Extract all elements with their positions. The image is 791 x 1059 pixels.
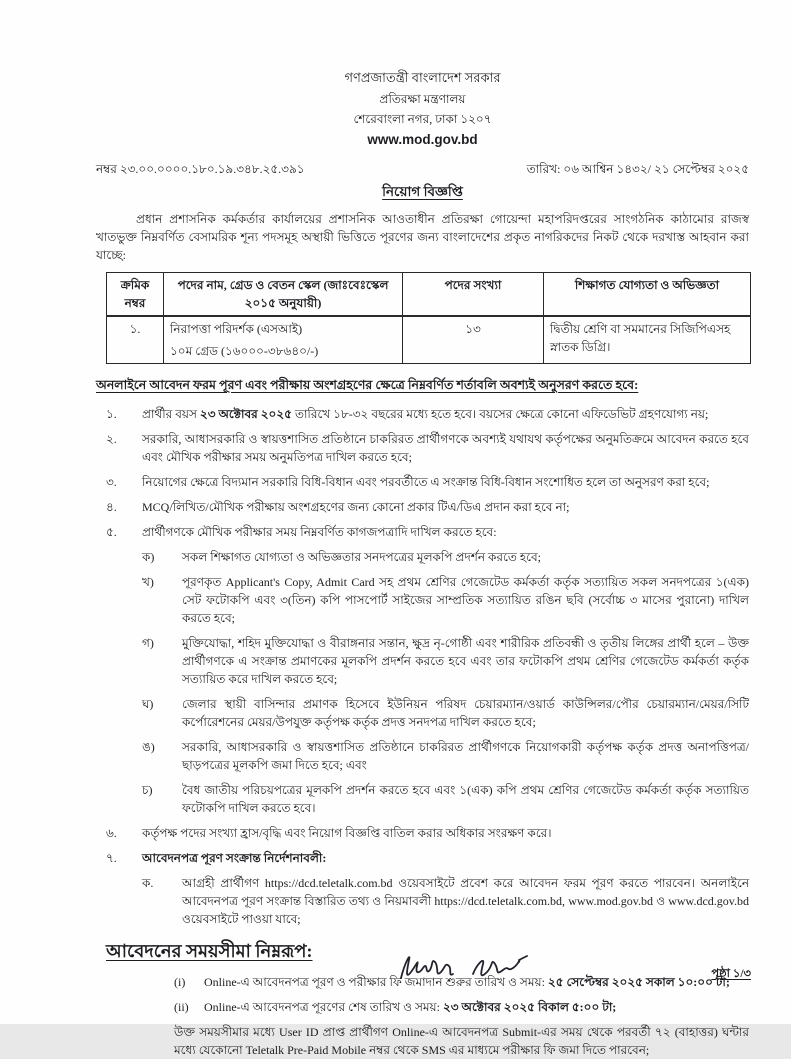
- item-text: প্রার্থীগণকে মৌখিক পরীক্ষার সময় নিম্নবর্ণিত কাগজপত্রাদি দাখিল করতে হবে:: [142, 524, 497, 539]
- item-number: ৩.: [106, 474, 117, 489]
- item-text: আবেদনপত্র পূরণ সংক্রান্ত নির্দেশনাবলী:: [142, 850, 327, 865]
- document-item-cha: [142, 781, 749, 817]
- item-letter: গ): [142, 635, 154, 650]
- item-text-pre: প্রার্থীর বয়স: [142, 406, 200, 421]
- item-number: ৬.: [106, 825, 117, 840]
- item-text: সরকারি, আধাসরকারি ও স্বায়ত্তশাসিত প্রতিষ্ঠানে চাকরিরত প্রার্থীগণকে অবশ্যই যথাযথ কর্তৃপক্ষের অনুমতিক্রমে আবেদন করতে হবে এবং মৌখিক পরীক্ষার সময় অনুমতিপত্র দাখিল করতে হবে;: [142, 431, 749, 464]
- item-text: আগ্রহী প্রার্থীগণ https://dcd.teletalk.com.bd ওয়েবসাইটে প্রবেশ করে আবেদন ফরম পূরণ করতে পারবেন। অনলাইনে আবেদনপত্র পূরণ সংক্রান্ত বিস্তারিত তথ্য ও নিয়মাবলী https://dcd.teletalk.com.bd, www.mod.gov.bd ও www.dcd.gov.bd ওয়েবসাইটে পাওয়া যাবে;: [182, 875, 749, 926]
- vacancy-table-header: [107, 273, 751, 317]
- cell-serial: ১.: [107, 316, 164, 364]
- item-number: ৫.: [106, 524, 117, 539]
- timeline-datetime: ২৩ অক্টোবর ২০২৫ বিকাল ৫:০০ টা;: [442, 999, 617, 1014]
- post-grade-scale: ১০ম গ্রেড (১৬০০০-৩৮৬৪০/-): [170, 344, 319, 358]
- table-row: [107, 316, 751, 364]
- timeline-datetime: ২৫ সেপ্টেম্বর ২০২৫ সকাল ১০:০০ টা;: [547, 974, 730, 989]
- item-text: জেলার স্থায়ী বাসিন্দার প্রমাণক হিসেবে ইউনিয়ন পরিষদ চেয়ারম্যান/ওয়ার্ড কাউন্সিলর/পৌর চেয়ারম্যান/মেয়র/সিটি কর্পোরেশনের মেয়র/উপযুক্ত কর্তৃপক্ষ কর্তৃক প্রদত্ত সনদপত্র দাখিল করতে হবে;: [182, 696, 749, 729]
- item-number: ৭.: [106, 850, 117, 865]
- intro-paragraph: প্রধান প্রশাসনিক কর্মকর্তার কার্যালয়ের প্রশাসনিক আওতাধীন প্রতিরক্ষা গোয়েন্দা মহাপরিদপ্তরের সাংগঠনিক কাঠামোর রাজস্ব খাতভুক্ত নিম্নবর্ণিত বেসামরিক শূন্য পদসমূহ অস্থায়ী ভিত্তিতে পূরণের জন্য বাংলাদেশের প্রকৃত নাগরিকদের নিকট থেকে দরখাস্ত আহবান করা যাচ্ছে:: [96, 212, 749, 262]
- item-text-bold-date: ২৩ অক্টোবর ২০২৫: [199, 406, 292, 421]
- timeline-text: Online-এ আবেদনপত্র পূরণের শেষ তারিখ ও সময়:: [204, 999, 443, 1014]
- item-text: MCQ/লিখিত/মৌখিক পরীক্ষায় অংশগ্রহণের জন্য কোনো প্রকার টিএ/ডিএ প্রদান করা হবে না;: [142, 499, 570, 514]
- item-number: (ii): [174, 999, 189, 1014]
- column-header-count: পদের সংখ্যা: [403, 273, 544, 317]
- item-text-post: তারিখে ১৮-৩২ বছরের মধ্যে হতে হবে। বয়সের ক্ষেত্রে কোনো এফিডেভিট গ্রহণযোগ্য নয়;: [291, 406, 709, 421]
- fee-payment-note: উক্ত সময়সীমার মধ্যে User ID প্রাপ্ত প্রার্থীগণ Online-এ আবেদনপত্র Submit-এর সময় থেকে পরবর্তী ৭২ (বাহাত্তর) ঘন্টার মধ্যে যেকোনো Teletalk Pre-Paid Mobile নম্বর থেকে SMS এর মাধ্যমে পরীক্ষার ফি জমা দিতে পারবেন;: [174, 1024, 749, 1057]
- document-item-ga: [142, 634, 749, 688]
- document-item-kha: [142, 573, 749, 627]
- item-number: ৪.: [106, 499, 117, 514]
- cell-count: ১৩: [403, 316, 544, 364]
- item-text: পূরণকৃত Applicant's Copy, Admit Card সহ প্রথম শ্রেণির গেজেটেড কর্মকর্তা কর্তৃক সত্যায়িত সকল সনদপত্রের ১(এক) সেট ফটোকপি এবং ৩(তিন) কপি পাসপোর্ট সাইজের সাম্প্রতিক সত্যায়িত রঙিন ছবি (সর্বোচ্চ ৩ মাসের পুরানো) দাখিল করতে হবে;: [182, 574, 749, 625]
- timeline-text: Online-এ আবেদনপত্র পূরণ ও পরীক্ষার ফি জমাদান শুরুর তারিখ ও সময়:: [204, 974, 548, 989]
- condition-item-1: [106, 405, 749, 423]
- item-number: ১.: [106, 406, 117, 421]
- timeline-heading: আবেদনের সময়সীমা নিম্নরূপ:: [106, 940, 313, 961]
- item-text: মুক্তিযোদ্ধা, শহিদ মুক্তিযোদ্ধা ও বীরাঙ্গনার সন্তান, ক্ষুদ্র নৃ-গোষ্ঠী এবং শারীরিক প্রতিবন্ধী ও তৃতীয় লিঙ্গের প্রার্থী হলে – উক্ত প্রার্থীগণকে এ সংক্রান্ত প্রমাণকের মূলকপি প্রদর্শন করতে হবে এবং তার ফটোকপি প্রথম শ্রেণির গেজেটেড কর্মকর্তা কর্তৃক সত্যায়িত করে দাখিল করতে হবে;: [182, 635, 749, 686]
- item-letter: ক.: [142, 875, 154, 890]
- item-letter: ক): [142, 549, 155, 564]
- post-name: নিরাপত্তা পরিদর্শক (এসআই): [170, 322, 303, 336]
- cell-qualification: দ্বিতীয় শ্রেণি বা সমমানের সিজিপিএসহ স্নাতক ডিগ্রি।: [544, 316, 751, 364]
- item-text: কর্তৃপক্ষ পদের সংখ্যা হ্রাস/বৃদ্ধি এবং নিয়োগ বিজ্ঞপ্তি বাতিল করার অধিকার সংরক্ষণ করে।: [142, 825, 552, 840]
- condition-item-7: [106, 849, 749, 867]
- condition-item-4: [106, 498, 749, 516]
- signature-handwritten: [395, 944, 545, 990]
- condition-item-6: [106, 824, 749, 842]
- item-text: বৈধ জাতীয় পরিচয়পত্রের মূলকপি প্রদর্শন করতে হবে এবং ১(এক) কপি প্রথম শ্রেণির গেজেটেড কর্মকর্তা কর্তৃক সত্যায়িত ফটোকপি দাখিল করতে হবে।: [182, 782, 749, 815]
- cell-post: [164, 316, 403, 364]
- document-item-ka: [142, 548, 749, 566]
- page-footer: [0, 914, 791, 1024]
- item-letter: খ): [142, 574, 154, 589]
- letterhead: [96, 68, 749, 150]
- vacancy-table: [106, 272, 751, 364]
- ministry-address: শেরেবাংলা নগর, ঢাকা ১২০৭: [353, 111, 492, 126]
- condition-item-5: [106, 523, 749, 541]
- ministry-website: www.mod.gov.bd: [367, 131, 478, 147]
- condition-item-2: [106, 430, 749, 466]
- condition-item-3: [106, 473, 749, 491]
- item-text: [142, 405, 749, 423]
- item-number: (i): [174, 974, 186, 989]
- memo-date: তারিখ: ০৬ আশ্বিন ১৪৩২/ ২১ সেপ্টেম্বর ২০২৫: [526, 161, 749, 176]
- page-number-label: পৃষ্ঠা ১/৩: [711, 968, 751, 980]
- government-name: গণপ্রজাতন্ত্রী বাংলাদেশ সরকার: [344, 70, 501, 85]
- item-text: সরকারি, আধাসরকারি ও স্বায়ত্তশাসিত প্রতিষ্ঠানে চাকরিরত প্রার্থীগণকে নিয়োগকারী কর্তৃপক্ষ কর্তৃক প্রদত্ত অনাপত্তিপত্র/ছাড়পত্রের মূলকপি জমা দিতে হবে; এবং: [182, 739, 749, 772]
- column-header-serial: ক্রমিক নম্বর: [107, 273, 164, 317]
- memo-row: [96, 160, 749, 178]
- document-item-uma: [142, 738, 749, 774]
- column-header-qualification: শিক্ষাগত যোগ্যতা ও অভিজ্ঞতা: [544, 273, 751, 317]
- item-letter: ঙ): [142, 739, 155, 754]
- document-item-gha: [142, 695, 749, 731]
- item-number: ২.: [106, 431, 117, 446]
- column-header-post: পদের নাম, গ্রেড ও বেতন স্কেল (জাঃবেঃস্কেল ২০১৫ অনুযায়ী): [164, 273, 403, 317]
- conditions-heading: অনলাইনে আবেদন ফরম পূরণ এবং পরীক্ষায় অংশগ্রহণের ক্ষেত্রে নিম্নবর্ণিত শর্তাবলি অবশ্যই অনুসরণ করতে হবে:: [96, 378, 639, 392]
- ministry-name: প্রতিরক্ষা মন্ত্রণালয়: [379, 91, 466, 106]
- item-text: নিয়োগের ক্ষেত্রে বিদ্যমান সরকারি বিধি-বিধান এবং পরবর্তীতে এ সংক্রান্ত বিধি-বিধান সংশোধিত হলে তা অনুসরণ করা হবে;: [142, 474, 710, 489]
- memo-number: নম্বর ২৩.০০.০০০০.১৮০.১৯.৩৪৮.২৫.৩৯১: [96, 161, 305, 176]
- item-text: সকল শিক্ষাগত যোগ্যতা ও অভিজ্ঞতার সনদপত্রের মূলকপি প্রদর্শন করতে হবে;: [182, 549, 541, 564]
- page-title: নিয়োগ বিজ্ঞপ্তি: [382, 183, 463, 199]
- item-letter: চ): [142, 782, 153, 797]
- item-letter: ঘ): [142, 696, 154, 711]
